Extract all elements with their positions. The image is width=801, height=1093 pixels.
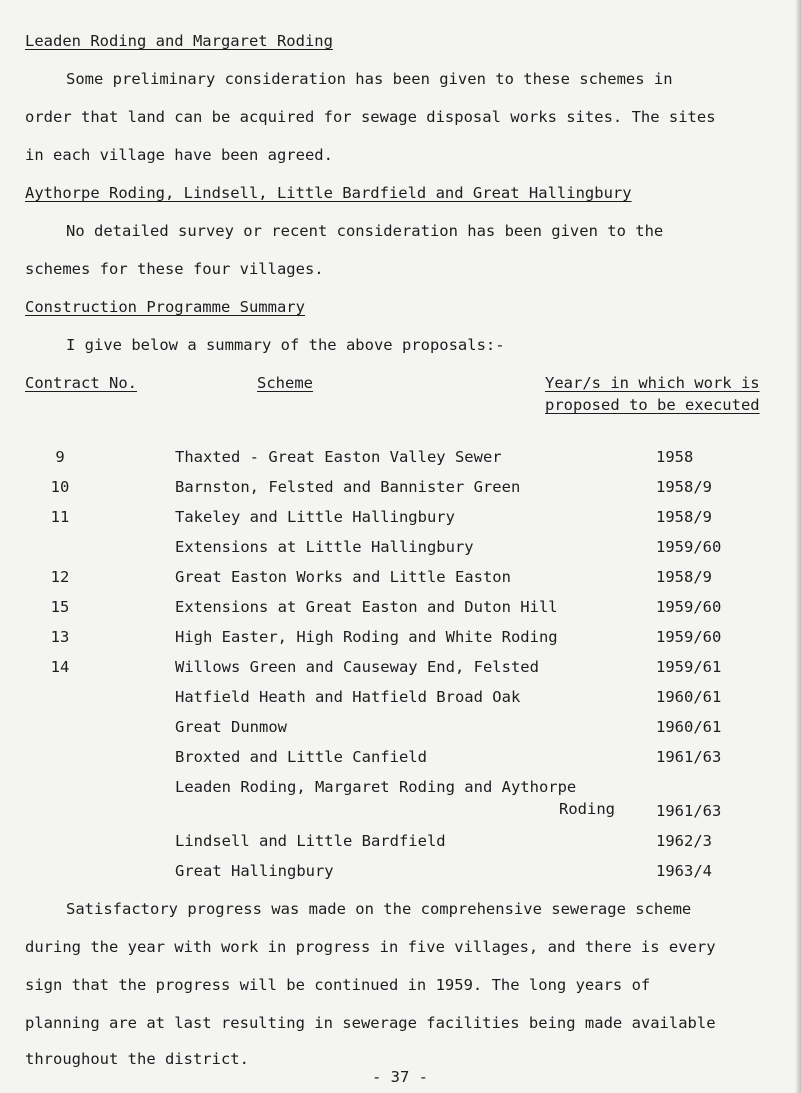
- row-year: 1962/3: [656, 832, 712, 850]
- row-scheme: Great Easton Works and Little Easton: [175, 568, 511, 586]
- closing-line-3: sign that the progress will be continued in 1959. The long years of: [25, 976, 651, 994]
- row-year: 1959/61: [656, 658, 722, 676]
- row-scheme: Hatfield Heath and Hatfield Broad Oak: [175, 688, 521, 706]
- row-year: 1958/9: [656, 568, 712, 586]
- row-year: 1960/61: [656, 688, 722, 706]
- row-scheme: Willows Green and Causeway End, Felsted: [175, 658, 539, 676]
- closing-line-5: throughout the district.: [25, 1050, 249, 1068]
- row-year: 1959/60: [656, 538, 722, 556]
- page-number: - 37 -: [372, 1068, 428, 1086]
- row-scheme: Extensions at Little Hallingbury: [175, 538, 474, 556]
- row-year: 1960/61: [656, 718, 722, 736]
- leaden-line-3: in each village have been agreed.: [25, 146, 333, 164]
- page-edge-shadow: [795, 0, 801, 1093]
- row-scheme: High Easter, High Roding and White Roding: [175, 628, 558, 646]
- closing-line-2: during the year with work in progress in five villages, and there is every: [25, 938, 716, 956]
- row-year: 1958/9: [656, 478, 712, 496]
- header-year-line2: proposed to be executed: [545, 396, 760, 414]
- row-contract: 12: [50, 568, 70, 586]
- heading-aythorpe-roding: Aythorpe Roding, Lindsell, Little Bardfield and Great Hallingbury: [25, 184, 632, 202]
- row-scheme: Great Dunmow: [175, 718, 287, 736]
- row-year: 1961/63: [656, 748, 722, 766]
- row-scheme: Great Hallingbury: [175, 862, 334, 880]
- row-contract: 9: [55, 448, 65, 466]
- row-year: 1961/63: [656, 802, 722, 820]
- header-year-line1: Year/s in which work is: [545, 374, 760, 392]
- row-scheme: Leaden Roding, Margaret Roding and Aythorpe: [175, 778, 577, 796]
- closing-line-1: Satisfactory progress was made on the comprehensive sewerage scheme: [66, 900, 692, 918]
- row-year: 1958/9: [656, 508, 712, 526]
- row-year: 1959/60: [656, 598, 722, 616]
- row-contract: 15: [50, 598, 70, 616]
- programme-intro: I give below a summary of the above proposals:-: [66, 336, 505, 354]
- row-scheme: Broxted and Little Canfield: [175, 748, 427, 766]
- aythorpe-line-1: No detailed survey or recent consideration has been given to the: [66, 222, 664, 240]
- header-scheme: Scheme: [257, 374, 313, 392]
- row-contract: 13: [50, 628, 70, 646]
- row-scheme: Thaxted - Great Easton Valley Sewer: [175, 448, 502, 466]
- row-year: 1958: [656, 448, 694, 466]
- row-contract: 10: [50, 478, 70, 496]
- header-contract-no: Contract No.: [25, 374, 137, 392]
- row-scheme: Takeley and Little Hallingbury: [175, 508, 455, 526]
- row-scheme: Lindsell and Little Bardfield: [175, 832, 446, 850]
- leaden-line-1: Some preliminary consideration has been given to these schemes in: [66, 70, 673, 88]
- row-scheme: Extensions at Great Easton and Duton Hill: [175, 598, 558, 616]
- row-scheme: Barnston, Felsted and Bannister Green: [175, 478, 521, 496]
- row-year: 1963/4: [656, 862, 712, 880]
- heading-construction-programme: Construction Programme Summary: [25, 298, 305, 316]
- heading-leaden-roding: Leaden Roding and Margaret Roding: [25, 32, 333, 50]
- row-year: 1959/60: [656, 628, 722, 646]
- closing-line-4: planning are at last resulting in sewerage facilities being made available: [25, 1014, 716, 1032]
- row-contract: 11: [50, 508, 70, 526]
- leaden-line-2: order that land can be acquired for sewage disposal works sites. The sites: [25, 108, 716, 126]
- aythorpe-line-2: schemes for these four villages.: [25, 260, 324, 278]
- row-contract: 14: [50, 658, 70, 676]
- row-scheme-continuation: Roding: [559, 800, 615, 818]
